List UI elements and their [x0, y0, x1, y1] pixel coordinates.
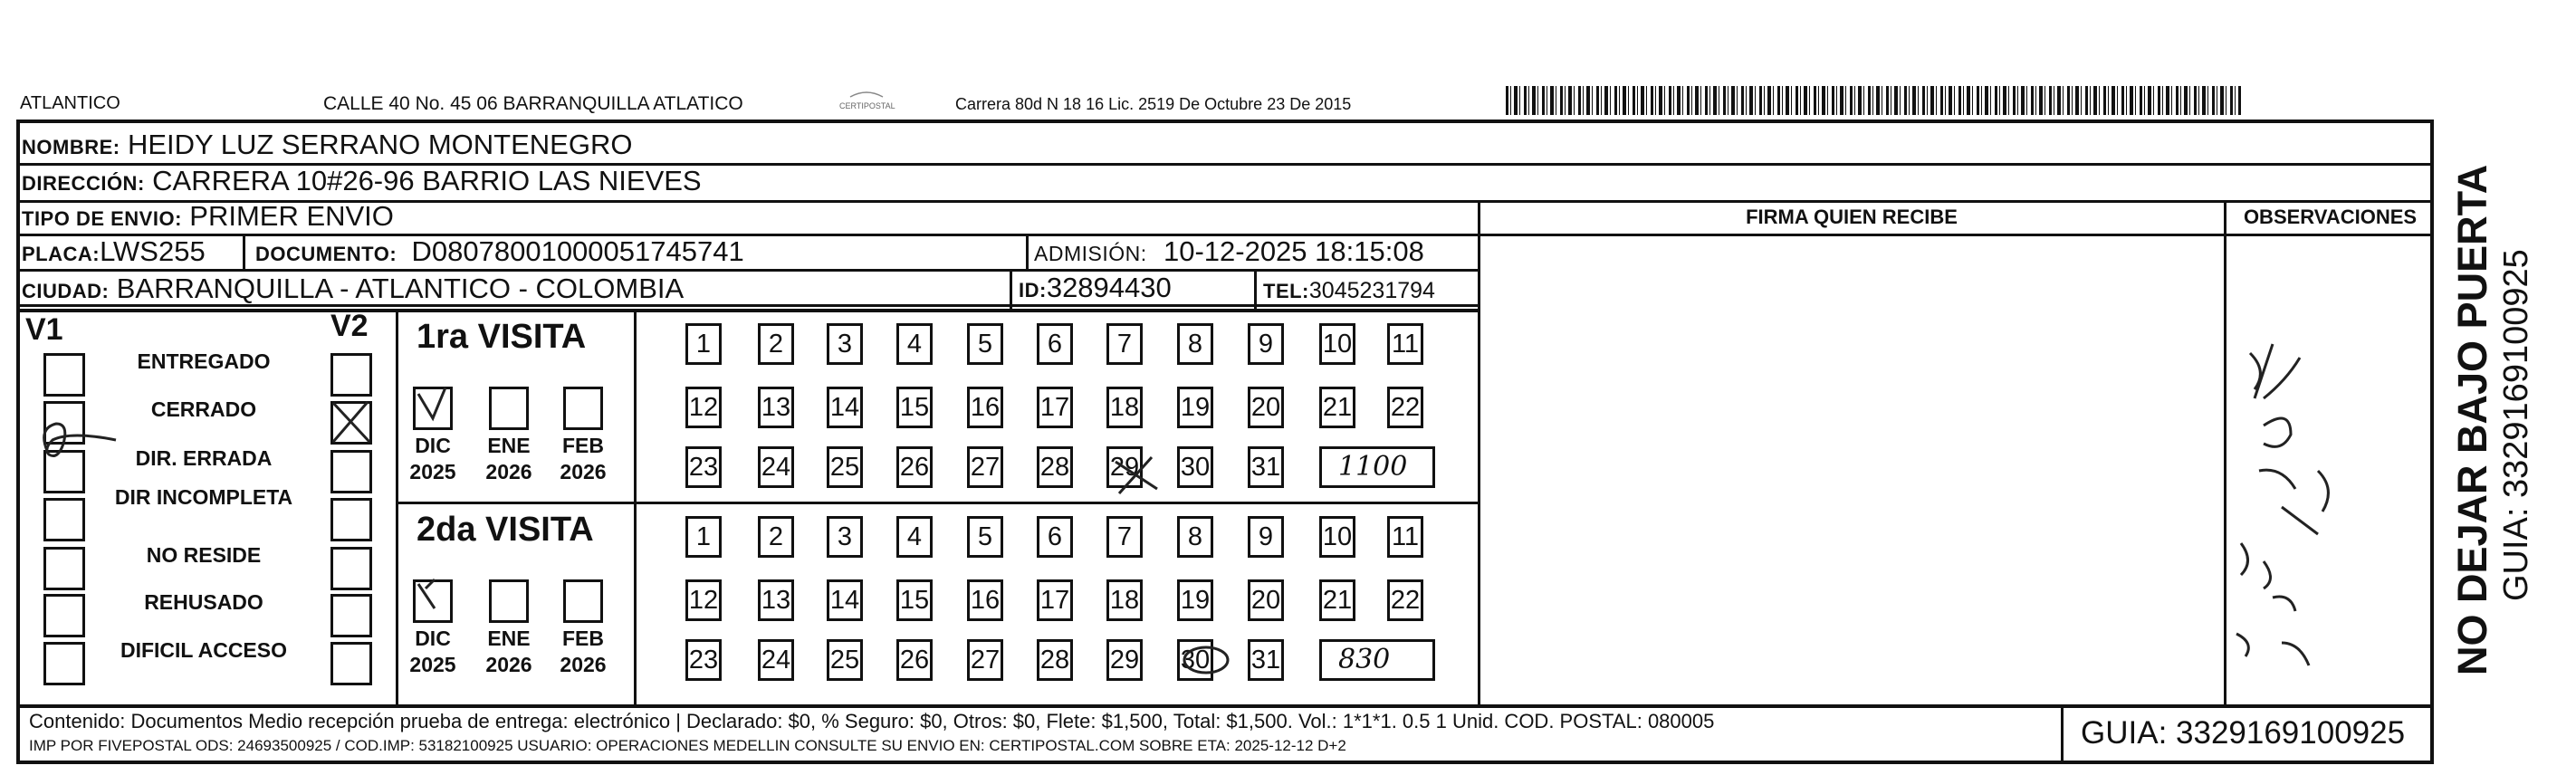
visit-1-month-label: FEB: [562, 434, 604, 457]
visit-2-day-24[interactable]: 24: [758, 639, 794, 681]
visit-1-day-6[interactable]: 6: [1037, 323, 1073, 365]
visit-1-day-10[interactable]: 10: [1319, 323, 1355, 365]
visit-2-day-2[interactable]: 2: [758, 516, 794, 558]
visit-1-day-25[interactable]: 25: [827, 446, 863, 488]
visit1-dic-check: [418, 388, 445, 418]
visit-1-day-21[interactable]: 21: [1319, 387, 1355, 428]
status-label-dificil-acceso: DIFICIL ACCESO: [120, 638, 287, 662]
visit-1-year-label: 2026: [485, 460, 532, 483]
visit-1-title: 1ra VISITA: [417, 318, 587, 356]
status-label-entregado: ENTREGADO: [137, 349, 271, 373]
visit-1-day-22[interactable]: 22: [1387, 387, 1423, 428]
visit-1-day-14[interactable]: 14: [827, 387, 863, 428]
direccion-value: CARRERA 10#26-96 BARRIO LAS NIEVES: [152, 165, 702, 196]
visit-2-day-25[interactable]: 25: [827, 639, 863, 681]
visit-2-day-6[interactable]: 6: [1037, 516, 1073, 558]
visit-2-day-17[interactable]: 17: [1037, 579, 1073, 621]
visit-1-month-label: DIC: [415, 434, 451, 457]
visit-1-day-27[interactable]: 27: [967, 446, 1003, 488]
visit-2-day-22[interactable]: 22: [1387, 579, 1423, 621]
logo-text: CERTIPOSTAL: [839, 101, 895, 110]
visit-1-day-26[interactable]: 26: [896, 446, 933, 488]
visit-2-day-27[interactable]: 27: [967, 639, 1003, 681]
visit-1-year-label: 2025: [409, 460, 456, 483]
visit-2-year-label: 2026: [485, 653, 532, 676]
v1-header: V1: [25, 312, 63, 347]
v1-check-mark: [44, 424, 116, 456]
visit-1-day-3[interactable]: 3: [827, 323, 863, 365]
documento-value: D08078001000051745741: [411, 235, 744, 267]
visit-2-day-8[interactable]: 8: [1177, 516, 1213, 558]
visit-1-day-9[interactable]: 9: [1248, 323, 1284, 365]
visit-1-day-28[interactable]: 28: [1037, 446, 1073, 488]
visit-2-day-16[interactable]: 16: [967, 579, 1003, 621]
visit-2-year-label: 2025: [409, 653, 456, 676]
visit-2-day-21[interactable]: 21: [1319, 579, 1355, 621]
visit-1-time-handwritten: 1100: [1338, 451, 1408, 483]
visit-2-day-29[interactable]: 29: [1106, 639, 1143, 681]
documento-label: DOCUMENTO:: [255, 243, 397, 265]
observaciones-header: OBSERVACIONES: [2243, 206, 2418, 228]
nombre-label: NOMBRE:: [22, 136, 120, 158]
visit-2-day-7[interactable]: 7: [1106, 516, 1143, 558]
visit-2-month-label: FEB: [562, 627, 604, 650]
visit-2-day-4[interactable]: 4: [896, 516, 933, 558]
visit-1-day-23[interactable]: 23: [685, 446, 722, 488]
no-dejar-warning: NO DEJAR BAJO PUERTA: [2449, 164, 2495, 675]
visit-1-day-29[interactable]: 29: [1106, 446, 1143, 488]
status-label-no-reside: NO RESIDE: [146, 543, 262, 567]
visit-2-day-11[interactable]: 11: [1387, 516, 1423, 558]
observaciones-handwriting: [2250, 344, 2328, 534]
visit-2-day-15[interactable]: 15: [896, 579, 933, 621]
visit-2-month-label: DIC: [415, 627, 451, 650]
visit-1-day-16[interactable]: 16: [967, 387, 1003, 428]
footer-guia-number: GUIA: 3329169100925: [2081, 715, 2406, 751]
ciudad-value: BARRANQUILLA - ATLANTICO - COLOMBIA: [116, 273, 685, 304]
id-value: 32894430: [1046, 272, 1172, 303]
visit-2-day-1[interactable]: 1: [685, 516, 722, 558]
status-label-cerrado: CERRADO: [150, 397, 257, 421]
visit2-dic-check: [418, 579, 435, 608]
visit-1-year-label: 2026: [560, 460, 607, 483]
visit-2-day-3[interactable]: 3: [827, 516, 863, 558]
v2-check-mark: [333, 402, 369, 442]
visit-1-day-19[interactable]: 19: [1177, 387, 1213, 428]
visit-1-day-4[interactable]: 4: [896, 323, 933, 365]
visit-2-day-19[interactable]: 19: [1177, 579, 1213, 621]
tipo-envio-value: PRIMER ENVIO: [189, 200, 394, 232]
visit-1-day-20[interactable]: 20: [1248, 387, 1284, 428]
placa-label: PLACA:: [22, 243, 101, 265]
visit-2-year-label: 2026: [560, 653, 607, 676]
visit-2-time-handwritten: 830: [1338, 644, 1391, 675]
visit-1-day-31[interactable]: 31: [1248, 446, 1284, 488]
visit-2-day-9[interactable]: 9: [1248, 516, 1284, 558]
visit-2-day-30[interactable]: 30: [1177, 639, 1213, 681]
status-label-dir-errada: DIR. ERRADA: [135, 446, 273, 470]
visit-1-day-24[interactable]: 24: [758, 446, 794, 488]
visit-1-day-1[interactable]: 1: [685, 323, 722, 365]
visit1-day-mark: [1116, 457, 1157, 493]
visit-2-month-label: ENE: [487, 627, 531, 650]
visit-2-day-23[interactable]: 23: [685, 639, 722, 681]
visit-1-day-30[interactable]: 30: [1177, 446, 1213, 488]
visit2-day-mark: [1184, 647, 1228, 673]
side-guia-number: GUIA: 3329169100925: [2497, 249, 2535, 601]
direccion-label: DIRECCIÓN:: [22, 172, 145, 195]
visit-1-day-2[interactable]: 2: [758, 323, 794, 365]
visit-2-day-20[interactable]: 20: [1248, 579, 1284, 621]
visit-1-day-13[interactable]: 13: [758, 387, 794, 428]
visit-1-day-17[interactable]: 17: [1037, 387, 1073, 428]
status-label-rehusado: REHUSADO: [144, 590, 263, 614]
header-city: ATLANTICO: [20, 93, 120, 113]
header-license: Carrera 80d N 18 16 Lic. 2519 De Octubre 23 De 2015: [955, 95, 1352, 113]
visit-2-day-14[interactable]: 14: [827, 579, 863, 621]
visit-1-day-15[interactable]: 15: [896, 387, 933, 428]
v2-header: V2: [330, 309, 369, 343]
firma-header: FIRMA QUIEN RECIBE: [1746, 206, 1958, 228]
visit-2-day-31[interactable]: 31: [1248, 639, 1284, 681]
visit-1-month-label: ENE: [487, 434, 531, 457]
nombre-value: HEIDY LUZ SERRANO MONTENEGRO: [127, 129, 633, 160]
status-label-dir-incompleta: DIR INCOMPLETA: [114, 485, 293, 509]
ciudad-label: CIUDAD:: [22, 280, 110, 302]
visit-1-day-7[interactable]: 7: [1106, 323, 1143, 365]
visit-1-day-5[interactable]: 5: [967, 323, 1003, 365]
visit-2-day-13[interactable]: 13: [758, 579, 794, 621]
visit-1-day-8[interactable]: 8: [1177, 323, 1213, 365]
visit-2-day-10[interactable]: 10: [1319, 516, 1355, 558]
placa-value: LWS255: [100, 235, 206, 267]
visit-2-day-18[interactable]: 18: [1106, 579, 1143, 621]
admision-value: 10-12-2025 18:15:08: [1163, 235, 1424, 267]
tel-value: 3045231794: [1308, 278, 1435, 303]
visit-2-day-26[interactable]: 26: [896, 639, 933, 681]
visit-1-day-11[interactable]: 11: [1387, 323, 1423, 365]
tipo-envio-label: TIPO DE ENVIO:: [22, 207, 182, 230]
visit-1-day-12[interactable]: 12: [685, 387, 722, 428]
header-address: CALLE 40 No. 45 06 BARRANQUILLA ATLATICO: [323, 93, 743, 114]
visit-2-day-12[interactable]: 12: [685, 579, 722, 621]
visit-2-day-5[interactable]: 5: [967, 516, 1003, 558]
footer-print-info: IMP POR FIVEPOSTAL ODS: 24693500925 / COD.IMP: 53182100925 USUARIO: OPERACIONES MEDELLIN CONSULTE SU ENVIO EN: CERTIPOSTAL.COM SOBRE ETA: 2025-12-12 D+2: [29, 737, 1346, 754]
visit-2-title: 2da VISITA: [417, 511, 594, 549]
footer-content: Contenido: Documentos Medio recepción prueba de entrega: electrónico | Declarado: $0, % Seguro: $0, Otros: $0, Flete: $1,500, Total: $1,500. Vol.: 1*1*1. 0.5 1 Unid. COD. POSTAL: 080005: [29, 710, 1715, 732]
tel-label: TEL:: [1263, 280, 1309, 302]
visit-1-day-18[interactable]: 18: [1106, 387, 1143, 428]
admision-label: ADMISIÓN:: [1034, 242, 1147, 265]
visit-2-day-28[interactable]: 28: [1037, 639, 1073, 681]
id-label: ID:: [1019, 279, 1047, 301]
